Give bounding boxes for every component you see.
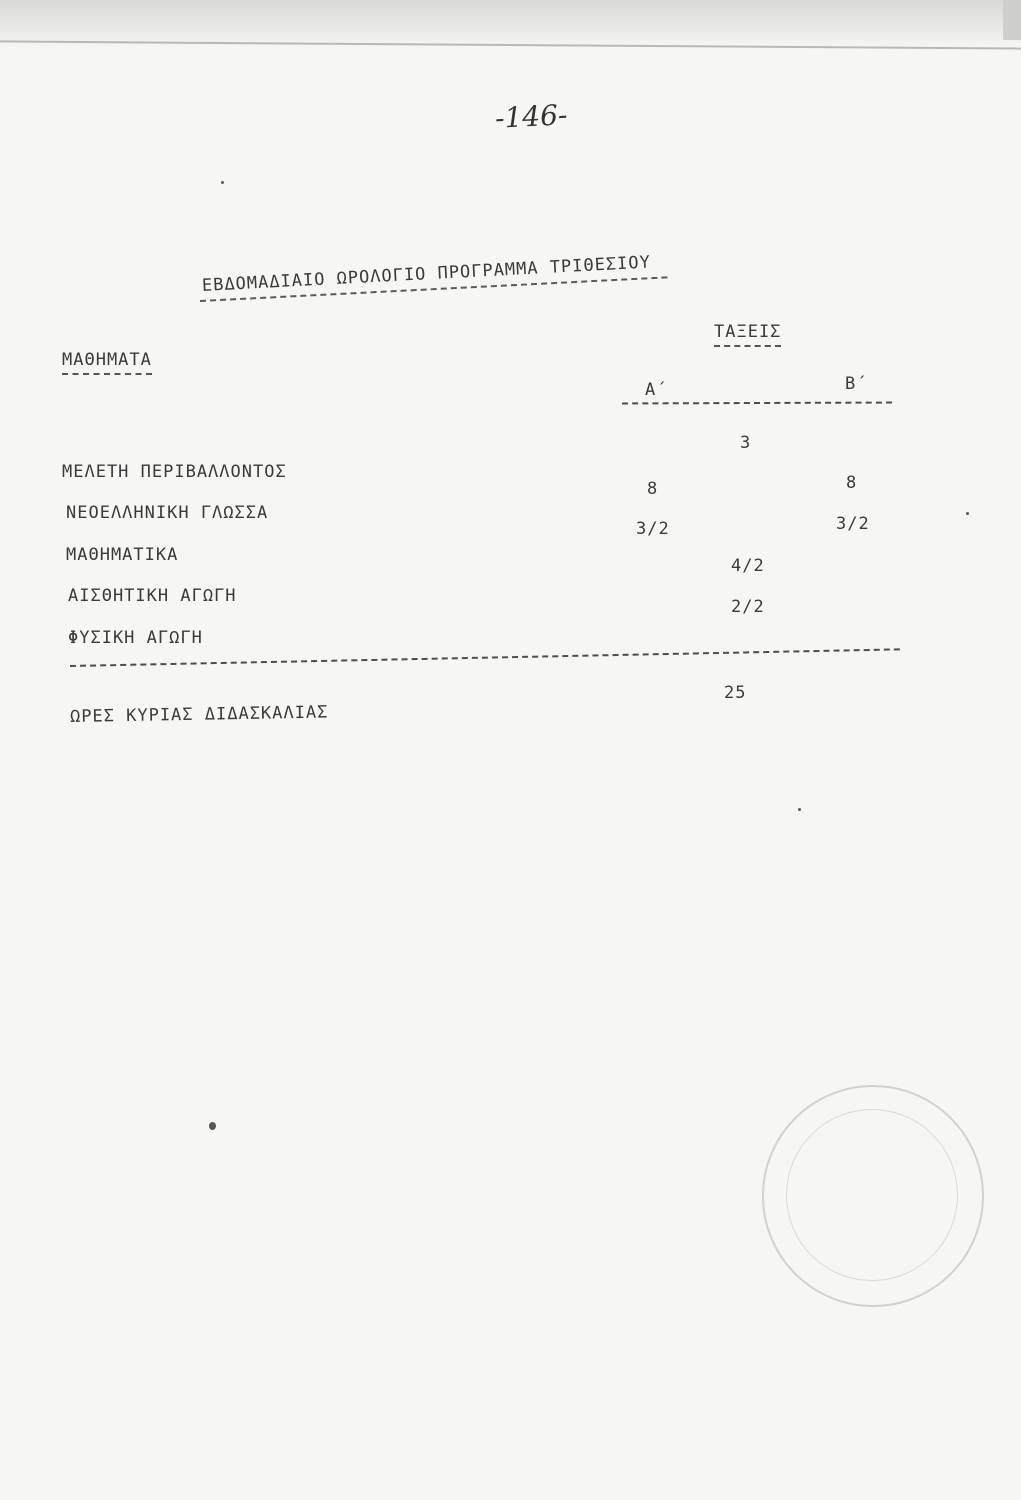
total-value: 25 <box>724 683 747 703</box>
class-b-value: 8 <box>846 473 858 493</box>
stamp-inner-ring <box>786 1109 958 1281</box>
subject-label: ΜΕΛΕΤΗ ΠΕΡΙΒΑΛΛΟΝΤΟΣ <box>62 462 287 482</box>
ink-speck <box>966 512 969 515</box>
page-number: -146- <box>494 98 569 135</box>
class-a-value: 3/2 <box>636 519 670 539</box>
class-a-header: Α΄ <box>645 380 668 400</box>
total-rule <box>70 648 900 667</box>
class-header-rule <box>622 402 892 405</box>
total-label: ΩΡΕΣ ΚΥΡΙΑΣ ΔΙΔΑΣΚΑΛΙΑΣ <box>69 702 329 727</box>
shared-value: 4/2 <box>731 556 765 576</box>
ink-speck <box>209 1122 216 1130</box>
shared-value: 2/2 <box>731 597 765 617</box>
class-b-header: Β΄ <box>845 374 868 394</box>
subject-label: ΝΕΟΕΛΛΗΝΙΚΗ ΓΛΩΣΣΑ <box>66 503 269 523</box>
class-b-value: 3/2 <box>836 514 870 534</box>
page-title: ΕΒΔΟΜΑΔΙΑΙΟ ΩΡΟΛΟΓΙΟ ΠΡΟΓΡΑΜΜΑ ΤΡΙΘΕΣΙΟΥ <box>201 252 652 296</box>
ink-speck <box>798 808 801 811</box>
class-a-value: 8 <box>647 479 659 499</box>
scan-right-edge <box>1003 0 1021 40</box>
subject-label: ΜΑΘΗΜΑΤΙΚΑ <box>66 545 179 565</box>
official-stamp <box>762 1085 984 1307</box>
ink-speck <box>221 181 224 184</box>
subjects-header: ΜΑΘΗΜΑΤΑ <box>62 350 152 370</box>
subject-label: ΑΙΣΘΗΤΙΚΗ ΑΓΩΓΗ <box>68 586 237 606</box>
subject-label: ΦΥΣΙΚΗ ΑΓΩΓΗ <box>68 628 203 648</box>
shared-value: 3 <box>740 433 752 453</box>
classes-header: ΤΑΞΕΙΣ <box>714 322 781 342</box>
